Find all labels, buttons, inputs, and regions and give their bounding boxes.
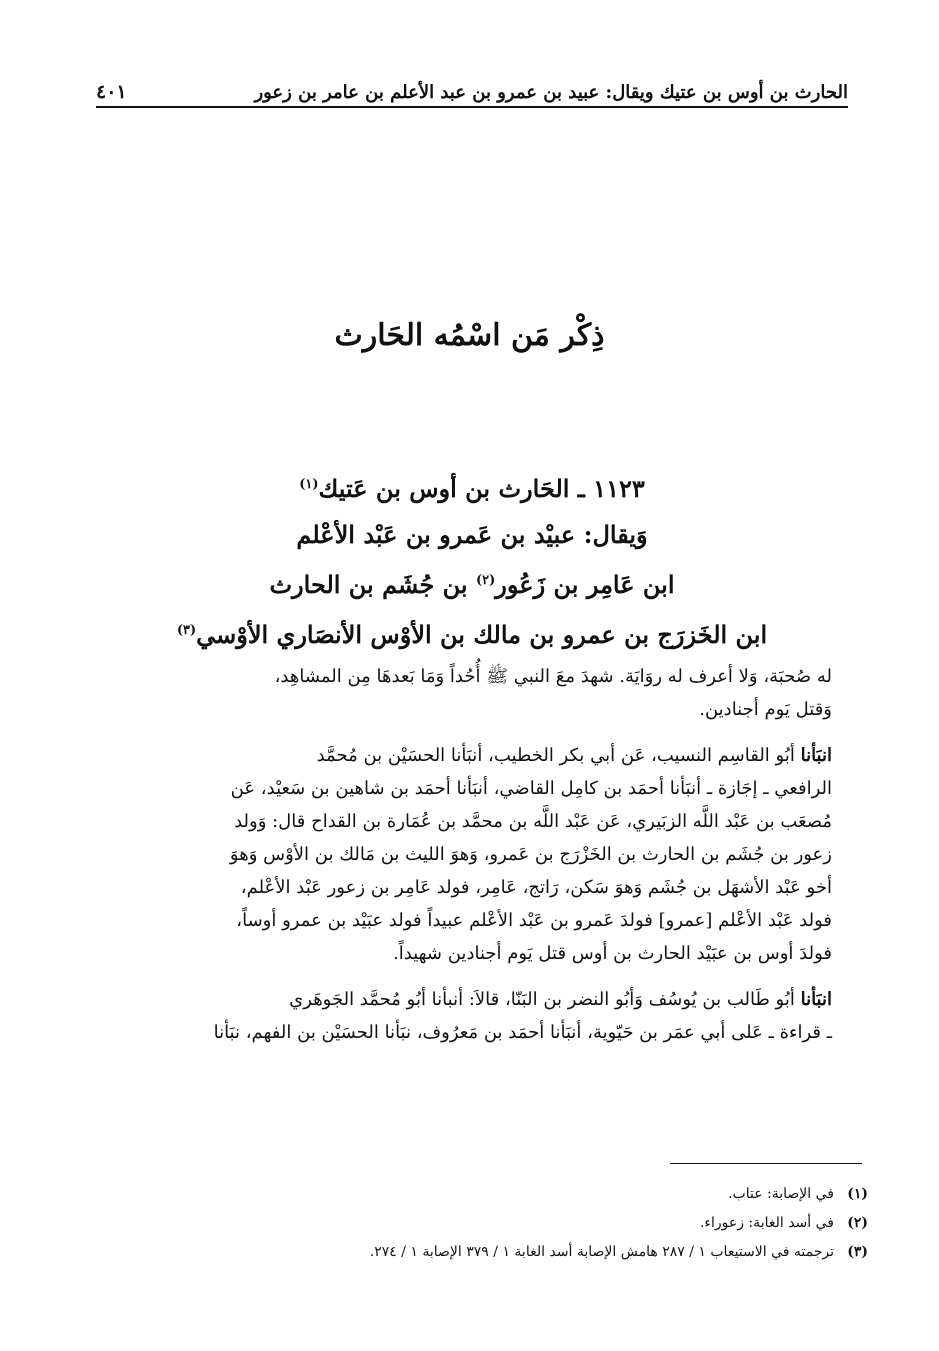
text-line: الرافعي ـ إجَازة ـ أنبَأنا أحمَد بن كامِل القاضي، أنبَأنا أحمَد بن شاهين بن سَعيْد، عَن <box>230 778 832 799</box>
footnote-ref-2: (٢) <box>475 573 496 588</box>
text-line: وَقتل يَوم أجنادين. <box>699 699 832 720</box>
footnote-ref-1: (١) <box>299 477 319 492</box>
text-line-rest: أبُو طَالب بن يُوسُف وَأبُو النضر بن البَنّا، قالاَ: أنبأنا أبُو مُحمَّد الجَوهَري <box>289 989 795 1010</box>
text-line <box>122 983 832 1016</box>
footnote-separator <box>670 1163 862 1164</box>
entry-line-3a: ابن عَامِر بن زَعُور <box>495 570 675 599</box>
text-line: مُصعَب بن عَبْد اللَّه الزبَيري، عَن عَبْد اللَّه بن محمَّد بن عُمَارة بن القداح قال: وَولد <box>234 811 832 832</box>
paragraph-2 <box>122 739 832 970</box>
running-head-title: الحارث بن أوس بن عتيك ويقال: عبيد بن عمرو بن عبد الأعلم بن عامر بن زعور <box>254 82 848 103</box>
text-line: فولد عَبْد الأعْلم [عمرو] فولدَ عَمرو بن عَبْد الأعْلم عبيداً فولد عبَيْد بن عمرو أوساً، <box>236 910 832 931</box>
footnote-ref-3: (٣) <box>176 623 197 638</box>
footnote-number: (٣) <box>847 1244 868 1260</box>
footnotes <box>200 1180 868 1267</box>
text-line <box>122 739 832 772</box>
text-line: ـ قراءة ـ عَلى أبي عمَر بن حَيّوية، أنبَأنا أحمَد بن مَعرُوف، نبَأنا الحسَيْن بن الفهم، نبَأنا <box>213 1022 832 1043</box>
isnad-keyword: انبَأنا <box>800 989 832 1010</box>
section-heading: ذِكْر مَن اسْمُه الحَارث <box>334 318 605 353</box>
text-line: فولدَ أوس بن عبَيْد الحارث بن أوس قتل يَوم أجنادين شهيداً. <box>393 943 832 964</box>
text-line-rest: أبُو القاسِم النسيب، عَن أبي بكر الخطيب، أنبَأنا الحسَيْن بن مُحمَّد <box>316 745 795 766</box>
entry-line-4: ابن الخَزرَج بن عمرو بن مالك بن الأوْس الأنصَاري الأوْسي <box>196 620 768 649</box>
isnad-keyword: انبَأنا <box>800 745 832 766</box>
entry-heading-line-3 <box>96 558 848 608</box>
entry-title: ١١٢٣ ـ الحَارث بن أوس بن عَتيك <box>318 474 645 503</box>
text-line: أخو عَبْد الأشهَل بن جُشَم وَهوَ سَكن، رَاتج، عَامِر، فولد عَامِر بن زعور عَبْد الأعْلم، <box>240 877 832 898</box>
footnote-2 <box>200 1209 868 1238</box>
entry-heading <box>96 462 848 658</box>
footnote-text: في الإصابة: عتاب. <box>728 1186 834 1202</box>
footnote-3 <box>200 1238 868 1267</box>
running-head <box>96 74 848 108</box>
entry-heading-line-4 <box>96 608 848 658</box>
footnote-text: ترجمته في الاستيعاب ١ / ٢٨٧ هامش الإصابة أسد الغابة ١ / ٣٧٩ الإصابة ١ / ٢٧٤. <box>369 1244 834 1260</box>
body-text <box>122 660 832 1062</box>
footnote-number: (٢) <box>847 1215 868 1231</box>
entry-line-3b: بن جُشَم بن الحارث <box>269 570 468 599</box>
page-number: ٤٠١ <box>96 81 127 103</box>
paragraph-1 <box>122 660 832 726</box>
footnote-number: (١) <box>847 1186 868 1202</box>
entry-heading-line-1 <box>96 462 848 512</box>
entry-heading-line-2: وَيقال: عبيْد بن عَمرو بن عَبْد الأعْلم <box>296 520 648 549</box>
footnote-1 <box>200 1180 868 1209</box>
paragraph-3 <box>122 983 832 1049</box>
text-line: له صُحبَة، وَلا أعرف له روَايَة. شهدَ معَ النبي ﷺ أُحُداً وَمَا بَعدهَا مِن المشاهِد، <box>274 666 832 687</box>
text-line: زعور بن جُشَم بن الحارث بن الخَزْرَج بن عَمرو، وَهوَ الليث بن مَالك بن الأوْس وَهوَ <box>229 844 832 865</box>
footnote-text: في أسد الغابة: زعوراء. <box>699 1215 834 1231</box>
